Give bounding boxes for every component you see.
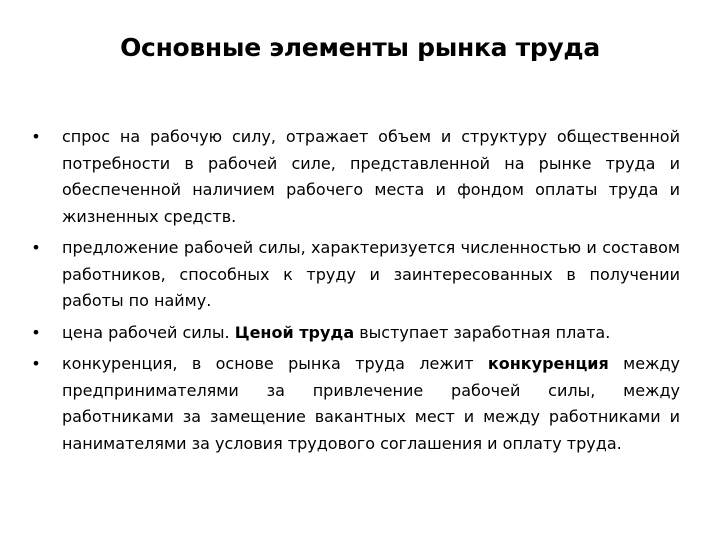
slide-title: Основные элементы рынка труда [120, 33, 600, 62]
list-item [30, 351, 680, 457]
bullet-icon: • [31, 322, 41, 342]
bullet-icon: • [31, 127, 41, 146]
text-run: предложение рабочей силы, характеризуется численностью и составом работников, способных к труду и заинтересованных в получении работы по найму. [62, 238, 680, 310]
list-item-text [62, 238, 680, 310]
bold-term: конкуренция [487, 354, 609, 373]
bold-term: Ценой труда [234, 322, 355, 342]
bullet-icon: • [31, 238, 41, 257]
list-item [30, 124, 680, 230]
text-run: цена рабочей силы. [62, 322, 235, 342]
text-run: конкуренция, в основе рынка труда лежит [62, 354, 488, 373]
bullet-icon: • [31, 354, 41, 373]
list-item-text [62, 127, 680, 226]
bullet-list [30, 124, 680, 462]
text-run: между предпринимателями за привлечение рабочей силы, между работниками за замещение вакантных мест и между работниками и нанимателями за условия трудового соглашения и оплату труда. [62, 354, 681, 453]
list-item-text [62, 323, 610, 342]
list-item [30, 320, 680, 347]
text-run: спрос на рабочую силу, отражает объем и структуру общественной потребности в рабочей силе, представленной на рынке труда и обеспеченной наличием рабочего места и фондом оплаты труда и жизненных средств. [62, 127, 680, 226]
list-item-text [62, 354, 680, 453]
list-item [30, 235, 680, 315]
text-run: выступает заработная плата. [354, 322, 611, 342]
